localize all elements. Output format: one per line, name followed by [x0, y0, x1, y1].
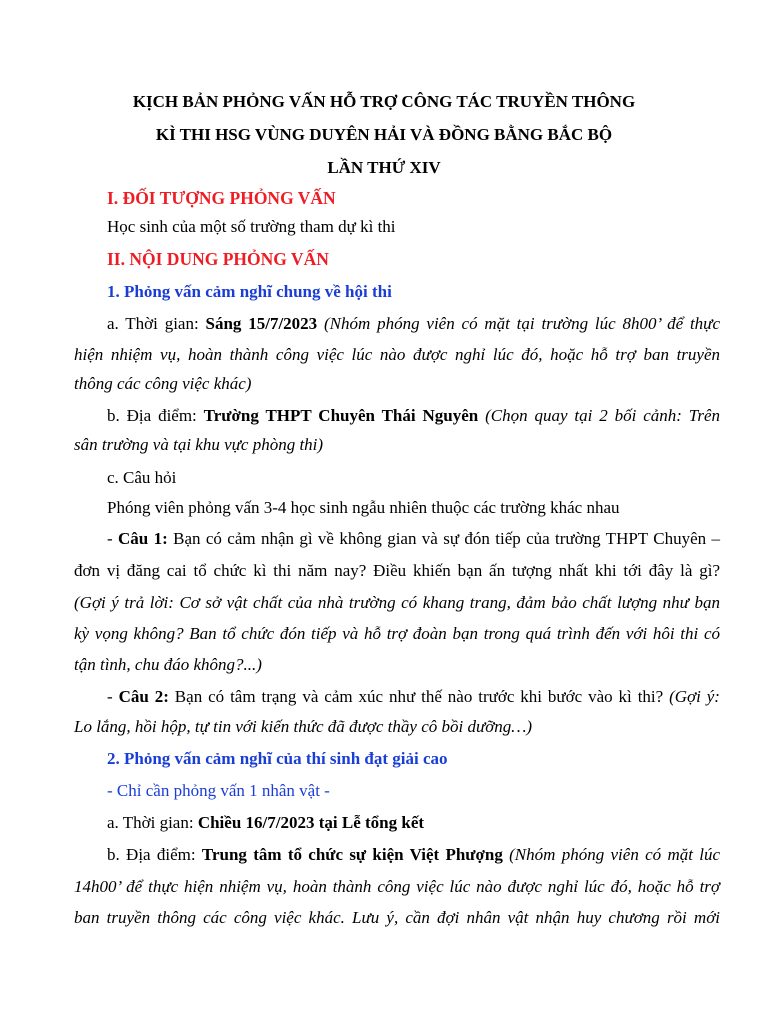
place-label: b. Địa điểm: [107, 845, 202, 864]
part-2-note: - Chỉ cần phỏng vấn 1 nhân vật - [107, 781, 330, 800]
part-2-place-line-1 [107, 844, 720, 866]
part-2-place-line-2 [74, 876, 720, 898]
time-note: hiện nhiệm vụ, hoàn thành công việc lúc nào được nghỉ lúc đó, hoặc hỗ trợ ban truyền [74, 345, 720, 364]
time-note: (Nhóm phóng viên có mặt tại trường lúc 8h00’ để thực [317, 314, 720, 333]
part-1-time-line-1 [107, 313, 720, 335]
question-label: c. Câu hỏi [107, 468, 177, 487]
part-1-heading: 1. Phỏng vấn cảm nghĩ chung về hội thi [107, 282, 392, 301]
question-1-hint: (Gợi ý trả lời: Cơ sở vật chất của nhà trường có khang trang, đảm bảo chất lượng như bạn [74, 593, 720, 612]
part-2-heading: 2. Phỏng vấn cảm nghĩ của thí sinh đạt giải cao [107, 749, 448, 768]
doc-title-line-2: KÌ THI HSG VÙNG DUYÊN HẢI VÀ ĐỒNG BẰNG BẮC BỘ [155, 125, 613, 144]
section-2-heading: II. NỘI DUNG PHỎNG VẤN [107, 249, 329, 269]
section-1-text: Học sinh của một số trường tham dự kì thi [107, 217, 396, 236]
question-intro: Phóng viên phỏng vấn 3-4 học sinh ngẫu nhiên thuộc các trường khác nhau [107, 498, 620, 517]
part-1-place-line-1 [107, 405, 720, 427]
place-note: sân trường và tại khu vực phòng thi) [74, 435, 324, 454]
question-2-line-2 [74, 716, 720, 738]
part-1-time-line-2 [74, 344, 720, 366]
place-label: b. Địa điểm: [107, 406, 204, 425]
place-note: ban truyền thông các công việc khác. Lưu ý, cần đợi nhân vật nhận huy chương rồi mới [74, 908, 720, 927]
part-2-time-line [107, 812, 720, 834]
time-label: a. Thời gian: [107, 314, 206, 333]
part-2-place-line-3 [74, 907, 720, 929]
question-2-hint: Lo lắng, hồi hộp, tự tin với kiến thức đã được thầy cô bồi dưỡng…) [74, 717, 533, 736]
section-1-heading: I. ĐỐI TƯỢNG PHỎNG VẤN [107, 188, 336, 208]
question-1-label: Câu 1: [118, 529, 168, 548]
question-2-hint: (Gợi ý: [669, 687, 720, 706]
place-value: Trung tâm tổ chức sự kiện Việt Phượng [201, 845, 503, 864]
place-note: 14h00’ để thực hiện nhiệm vụ, hoàn thành công việc lúc nào được nghỉ lúc đó, hoặc hỗ trợ [74, 877, 720, 896]
question-1-text: Bạn có cảm nhận gì về không gian và sự đón tiếp của trường THPT Chuyên – [167, 529, 720, 548]
question-1-hint-line-3 [74, 654, 720, 676]
place-note: (Chọn quay tại 2 bối cảnh: Trên [478, 406, 720, 425]
place-value: Trường THPT Chuyên Thái Nguyên [203, 406, 479, 425]
question-1-line-1 [107, 528, 720, 550]
question-1-hint-line-2 [74, 623, 720, 645]
question-1-prefix: - [107, 529, 119, 548]
doc-title-line-3: LẦN THỨ XIV [327, 158, 441, 177]
question-1-hint: tận tình, chu đáo không?...) [74, 655, 262, 674]
part-1-place-line-2 [74, 434, 720, 456]
question-2-label: Câu 2: [118, 687, 169, 706]
time-note: thông các công việc khác) [74, 374, 252, 393]
doc-title-line-1: KỊCH BẢN PHỎNG VẤN HỖ TRỢ CÔNG TÁC TRUYỀN THÔNG [132, 92, 636, 111]
place-note: (Nhóm phóng viên có mặt lúc [502, 845, 721, 864]
question-2-prefix: - [107, 687, 119, 706]
time-label: a. Thời gian: [107, 813, 198, 832]
question-2-text: Bạn có tâm trạng và cảm xúc như thế nào trước khi bước vào kì thi? [168, 687, 670, 706]
question-2-line-1 [107, 686, 720, 708]
question-1-hint-line-1 [74, 592, 720, 614]
part-1-time-line-3 [74, 373, 720, 395]
question-1-line-2: đơn vị đăng cai tổ chức kì thi năm nay? Điều khiến bạn ấn tượng nhất khi tới đây là gì? [74, 561, 720, 580]
time-value: Sáng 15/7/2023 [205, 314, 318, 333]
time-value: Chiều 16/7/2023 tại Lễ tổng kết [197, 813, 425, 832]
question-1-hint: kỳ vọng không? Ban tổ chức đón tiếp và hỗ trợ đoàn bạn trong quá trình đến với hôi thi có [74, 624, 720, 643]
